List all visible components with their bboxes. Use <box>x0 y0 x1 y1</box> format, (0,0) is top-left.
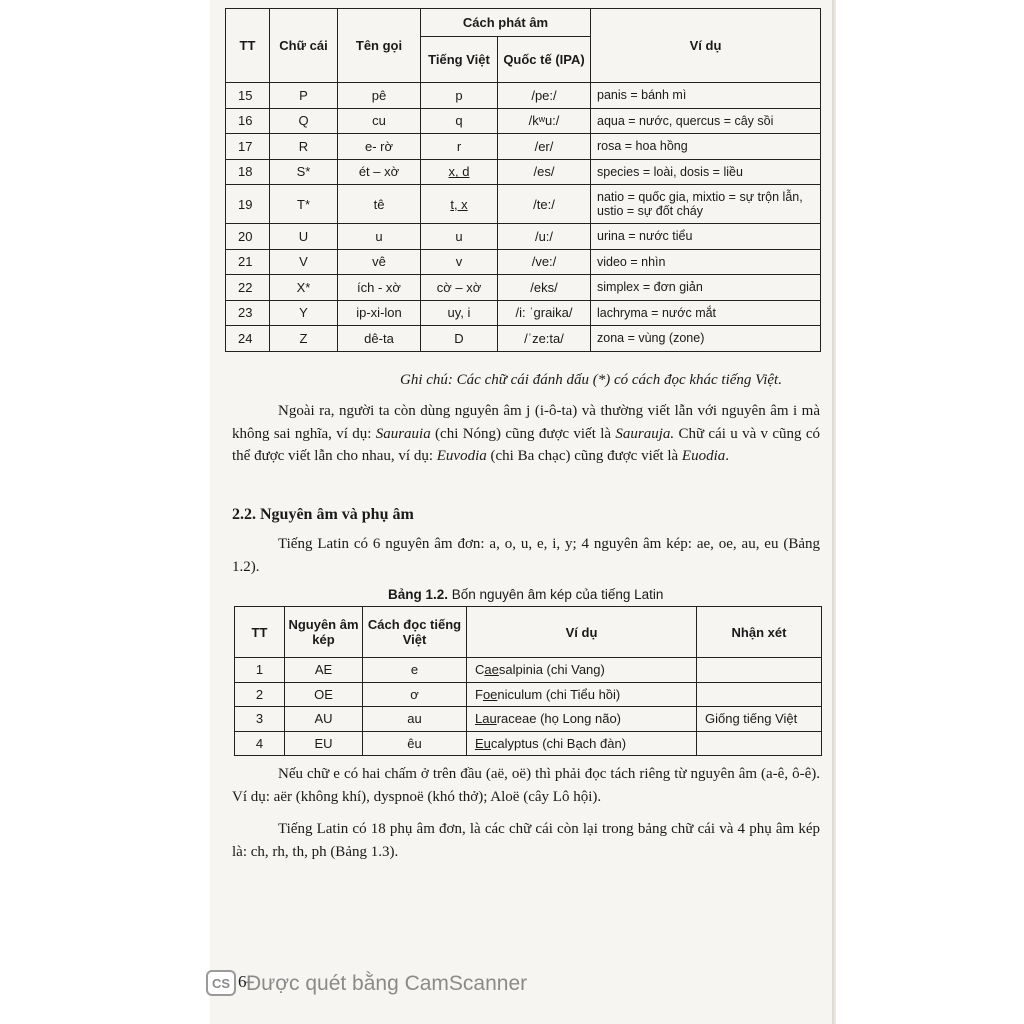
row-pron-ipa: /er/ <box>498 134 591 160</box>
row-pron-ipa: /i: ˈgraika/ <box>498 300 591 326</box>
example-diphthong: Eu <box>475 735 491 751</box>
alphabet-row <box>226 83 821 109</box>
row-tt: 21 <box>226 249 270 275</box>
row-example: video = nhìn <box>591 249 821 275</box>
row-pron-vn: p <box>421 83 498 109</box>
caption-text: Bốn nguyên âm kép của tiếng Latin <box>448 587 664 602</box>
row-tt: 18 <box>226 159 270 185</box>
para1-text-3: Chữ cái u và v cũng có thể được viết lẫn cho nhau, ví dụ: <box>232 425 821 464</box>
diphthong-row <box>235 731 822 756</box>
row-example <box>467 658 697 683</box>
header-pron-vn: Tiếng Việt <box>421 37 498 83</box>
diphthong-row <box>235 707 822 732</box>
table2-caption <box>388 587 663 602</box>
row-pron-ipa: /kʷu:/ <box>498 108 591 134</box>
row-tt: 23 <box>226 300 270 326</box>
example-diphthong: oe <box>482 686 498 702</box>
para1-text-1: Ngoài ra, người ta còn dùng nguyên âm j (i-ô-ta) và thường viết lẫn với nguyên âm i mà không sai nghĩa, ví dụ: <box>232 403 820 442</box>
row-example: zona = vùng (zone) <box>591 326 821 352</box>
row-example: species = loài, dosis = liều <box>591 159 821 185</box>
row-letter: R <box>270 134 338 160</box>
row-tt: 2 <box>235 682 285 707</box>
paragraph-diaeresis <box>232 763 820 808</box>
row-pron-ipa: /ve:/ <box>498 249 591 275</box>
diphthong-table <box>234 606 822 756</box>
row-tt: 3 <box>235 707 285 732</box>
alphabet-row <box>226 300 821 326</box>
row-example <box>467 707 697 732</box>
row-reading: ơ <box>363 682 467 707</box>
row-pron-vn: cờ – xờ <box>421 275 498 301</box>
alphabet-table-body <box>226 83 821 352</box>
example-suffix: niculum (chi Tiểu hồi) <box>497 686 621 702</box>
header-example: Ví dụ <box>591 9 821 83</box>
row-letter: Z <box>270 326 338 352</box>
row-diphthong: OE <box>285 682 363 707</box>
camscanner-logo: CS <box>206 970 236 996</box>
row-diphthong: AU <box>285 707 363 732</box>
row-letter: X* <box>270 275 338 301</box>
row-remark <box>697 682 822 707</box>
row-example: urina = nước tiểu <box>591 224 821 250</box>
alphabet-row <box>226 275 821 301</box>
para1-italic-1: Saurauia <box>375 425 431 442</box>
para1-text-4: (chi Ba chạc) cũng được viết là <box>486 448 682 464</box>
diphthong-row <box>235 682 822 707</box>
header-letter: Chữ cái <box>270 9 338 83</box>
alphabet-row <box>226 108 821 134</box>
row-example: panis = bánh mì <box>591 83 821 109</box>
row-pron-ipa: /pe:/ <box>498 83 591 109</box>
row-example: natio = quốc gia, mixtio = sự trộn lẫn, ustio = sự đốt cháy <box>591 185 821 224</box>
row-example <box>467 731 697 756</box>
page-number: 6 <box>238 972 247 991</box>
row-letter: U <box>270 224 338 250</box>
row-example <box>467 682 697 707</box>
row-letter: V <box>270 249 338 275</box>
row-name: u <box>338 224 421 250</box>
section-heading: 2.2. Nguyên âm và phụ âm <box>232 506 414 523</box>
row-remark <box>697 731 822 756</box>
row-pron-vn: v <box>421 249 498 275</box>
row-name: cu <box>338 108 421 134</box>
row-remark: Giống tiếng Việt <box>697 707 822 732</box>
row-tt: 24 <box>226 326 270 352</box>
example-suffix: raceae (họ Long não) <box>496 711 622 727</box>
t2-header-reading: Cách đọc tiếng Việt <box>363 607 467 658</box>
t2-header-diphthong: Nguyên âm kép <box>285 607 363 658</box>
row-pron-ipa: /te:/ <box>498 185 591 224</box>
row-tt: 1 <box>235 658 285 683</box>
example-suffix: salpinia (chi Vang) <box>498 662 605 678</box>
row-reading: au <box>363 707 467 732</box>
row-diphthong: AE <box>285 658 363 683</box>
row-letter: Q <box>270 108 338 134</box>
alphabet-row <box>226 249 821 275</box>
row-example: aqua = nước, quercus = cây sồi <box>591 108 821 134</box>
row-pron-vn: x, d <box>421 159 498 185</box>
row-name: ích - xờ <box>338 275 421 301</box>
example-prefix: F <box>475 686 483 702</box>
row-tt: 4 <box>235 731 285 756</box>
row-pron-ipa: /eks/ <box>498 275 591 301</box>
t2-header-tt: TT <box>235 607 285 658</box>
row-reading: e <box>363 658 467 683</box>
diphthong-row <box>235 658 822 683</box>
header-tt: TT <box>226 9 270 83</box>
example-suffix: calyptus (chi Bạch đàn) <box>490 735 627 751</box>
para1-italic-2: Saurauja. <box>615 425 675 442</box>
row-pron-vn: u <box>421 224 498 250</box>
row-tt: 20 <box>226 224 270 250</box>
row-name: vê <box>338 249 421 275</box>
alphabet-row <box>226 134 821 160</box>
row-name: e- rờ <box>338 134 421 160</box>
row-pron-ipa: /ˈze:ta/ <box>498 326 591 352</box>
row-tt: 16 <box>226 108 270 134</box>
paragraph-consonants <box>232 818 820 863</box>
para3-text: Nếu chữ e có hai chấm ở trên đầu (aë, oë) thì phải đọc tách riêng từ nguyên âm (a-ê, ô-ê). Ví dụ: aër (không khí), dyspnoë (khó thở); Aloë (cây Lô hội). <box>232 766 820 805</box>
row-pron-ipa: /u:/ <box>498 224 591 250</box>
header-pronunciation: Cách phát âm <box>421 9 591 37</box>
t2-header-remark: Nhận xét <box>697 607 822 658</box>
paragraph-vowels <box>232 533 820 578</box>
t2-header-example: Ví dụ <box>467 607 697 658</box>
row-reading: êu <box>363 731 467 756</box>
row-letter: Y <box>270 300 338 326</box>
example-prefix: C <box>475 662 485 678</box>
row-diphthong: EU <box>285 731 363 756</box>
diphthong-table-body <box>235 658 822 756</box>
para1-text-2: (chi Nóng) cũng được viết là <box>430 425 616 442</box>
row-pron-vn: r <box>421 134 498 160</box>
alphabet-row <box>226 159 821 185</box>
row-tt: 17 <box>226 134 270 160</box>
row-letter: S* <box>270 159 338 185</box>
para1-text-5: . <box>725 448 730 464</box>
row-pron-ipa: /es/ <box>498 159 591 185</box>
paragraph-j-letter <box>232 400 820 468</box>
row-name: pê <box>338 83 421 109</box>
row-pron-vn: uy, i <box>421 300 498 326</box>
row-pron-vn: q <box>421 108 498 134</box>
alphabet-table <box>225 8 821 352</box>
caption-label: Bảng 1.2. <box>388 587 449 602</box>
para2-text: Tiếng Latin có 6 nguyên âm đơn: a, o, u, e, i, y; 4 nguyên âm kép: ae, oe, au, eu (Bảng 1.2). <box>232 536 820 575</box>
alphabet-row <box>226 326 821 352</box>
page-edge <box>832 0 836 1024</box>
alphabet-row <box>226 224 821 250</box>
header-name: Tên gọi <box>338 9 421 83</box>
row-pron-vn: t, x <box>421 185 498 224</box>
header-pron-ipa: Quốc tế (IPA) <box>498 37 591 83</box>
example-diphthong: Lau <box>475 711 497 727</box>
alphabet-row <box>226 185 821 224</box>
row-remark <box>697 658 822 683</box>
row-tt: 19 <box>226 185 270 224</box>
row-pron-vn: D <box>421 326 498 352</box>
para4-text: Tiếng Latin có 18 phụ âm đơn, là các chữ cái còn lại trong bảng chữ cái và 4 phụ âm kép là: ch, rh, th, ph (Bảng 1.3). <box>232 821 820 860</box>
para1-italic-4: Euodia <box>681 448 726 464</box>
row-name: ét – xờ <box>338 159 421 185</box>
row-example: lachryma = nước mắt <box>591 300 821 326</box>
row-letter: T* <box>270 185 338 224</box>
row-tt: 15 <box>226 83 270 109</box>
row-name: ip-xi-lon <box>338 300 421 326</box>
example-diphthong: ae <box>484 662 499 678</box>
para1-italic-3: Euvodia <box>436 448 487 464</box>
camscanner-watermark: Được quét bằng CamScanner <box>246 972 528 995</box>
row-example: simplex = đơn giản <box>591 275 821 301</box>
table-note: Ghi chú: Các chữ cái đánh dấu (*) có cách đọc khác tiếng Việt. <box>400 372 782 388</box>
row-letter: P <box>270 83 338 109</box>
row-name: tê <box>338 185 421 224</box>
row-name: dê-ta <box>338 326 421 352</box>
row-example: rosa = hoa hồng <box>591 134 821 160</box>
row-tt: 22 <box>226 275 270 301</box>
